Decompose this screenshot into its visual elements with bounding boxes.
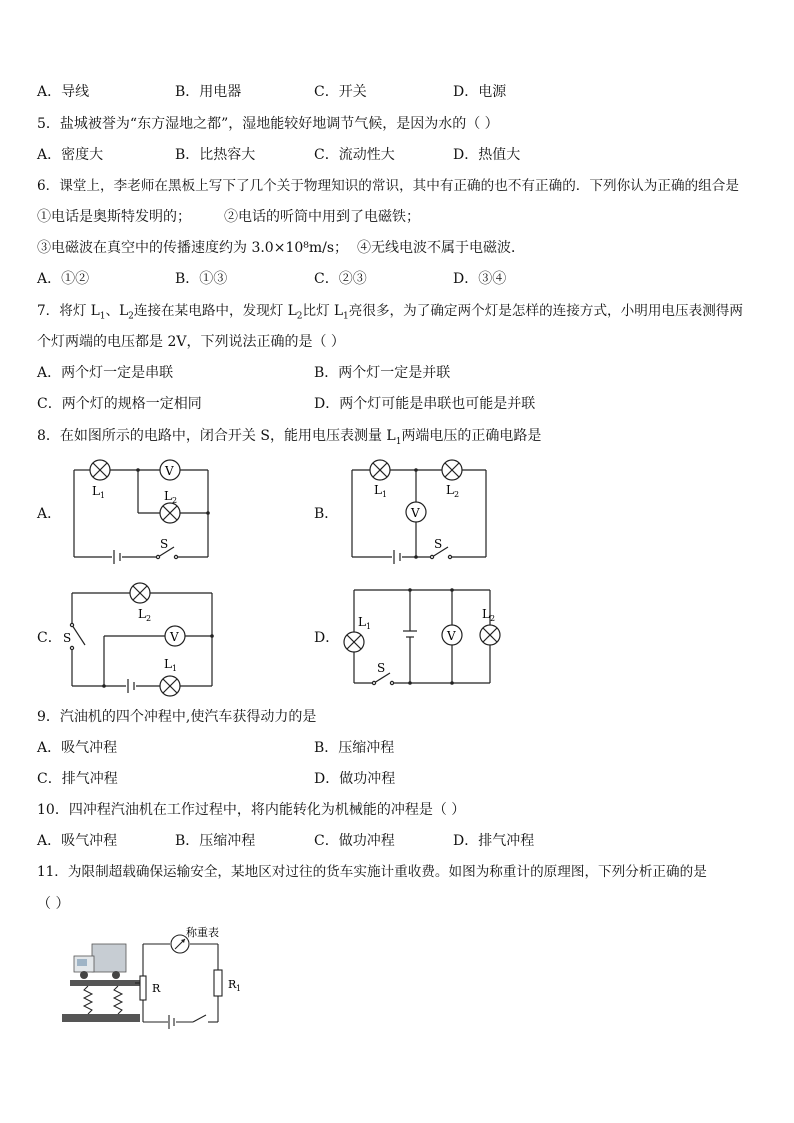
q4-option-b: B．用电器	[175, 84, 242, 100]
q4-option-a: A．导线	[37, 84, 90, 100]
svg-text:2: 2	[146, 614, 152, 623]
svg-text:L: L	[482, 607, 490, 621]
q5-stem: 5．盐城被誉为“东方湿地之都”，湿地能较好地调节气候，是因为水的（ ）	[37, 116, 499, 132]
q10-option-d: D．排气冲程	[453, 833, 535, 849]
svg-text:L: L	[446, 483, 454, 497]
svg-text:1: 1	[236, 984, 242, 993]
svg-text:L: L	[92, 484, 100, 498]
q7-stem: 7．将灯 $L_1$、$L_2$连接在某电路中，发现灯 $L_2$比灯 $L_1$亮很多，为了确定两个灯是怎样的连接方式，小明用电压表测得两	[37, 303, 743, 322]
q4-option-d: D．电源	[453, 84, 507, 100]
q8-letter-d: D．	[314, 630, 340, 646]
q6-item-1: ①电话是奥斯特发明的；	[37, 209, 191, 225]
q5-option-b: B．比热容大	[175, 147, 256, 163]
q9-option-a: A．吸气冲程	[37, 740, 118, 756]
svg-text:1: 1	[366, 622, 372, 631]
q6-option-c: C．②③	[314, 271, 367, 287]
svg-text:2: 2	[454, 490, 460, 499]
q4-option-c: C．开关	[314, 84, 367, 100]
svg-text:R: R	[152, 982, 161, 995]
svg-text:L: L	[374, 483, 382, 497]
q10-stem: 10．四冲程汽油机在工作过程中，将内能转化为机械能的冲程是（ ）	[37, 802, 466, 818]
svg-text:R: R	[228, 978, 237, 991]
svg-text:V: V	[447, 629, 456, 643]
q6-item-4: ④无线电波不属于电磁波．	[357, 240, 525, 256]
svg-text:S: S	[160, 537, 169, 551]
svg-text:1: 1	[172, 664, 178, 673]
q7-option-b: B．两个灯一定是并联	[314, 365, 451, 381]
q8-letter-b: B．	[314, 506, 339, 522]
q11-stem-line2: （ ）	[37, 896, 70, 912]
q7-stem-line2: 个灯两端的电压都是 2V，下列说法正确的是（ ）	[37, 334, 345, 350]
q7-option-c: C．两个灯的规格一定相同	[37, 396, 202, 412]
svg-text:1: 1	[382, 490, 388, 499]
q5-option-a: A．密度大	[37, 147, 104, 163]
q10-option-b: B．压缩冲程	[175, 833, 256, 849]
q5-option-d: D．热值大	[453, 147, 521, 163]
q8-stem: 8．在如图所示的电路中，闭合开关 S，能用电压表测量 $L_1$两端电压的正确电路是	[37, 428, 542, 447]
q6-option-b: B．①③	[175, 271, 228, 287]
q6-option-a: A．①②	[37, 271, 90, 287]
q10-option-a: A．吸气冲程	[37, 833, 118, 849]
svg-text:1: 1	[100, 491, 106, 500]
svg-text:L: L	[138, 607, 146, 621]
svg-text:S: S	[434, 537, 443, 551]
q6-item-3: ③电磁波在真空中的传播速度约为 3.0×10⁸m/s；	[37, 240, 349, 256]
svg-text:L: L	[164, 657, 172, 671]
q8-letter-a: A．	[37, 506, 62, 522]
svg-text:S: S	[377, 661, 386, 675]
svg-text:2: 2	[490, 614, 496, 623]
q6-option-d: D．③④	[453, 271, 507, 287]
q9-option-c: C．排气冲程	[37, 771, 118, 787]
svg-text:L: L	[164, 489, 172, 503]
q5-option-c: C．流动性大	[314, 147, 395, 163]
q8-letter-c: C．	[37, 630, 62, 646]
voltmeter-label: V	[165, 464, 174, 478]
q6-item-2: ②电话的听筒中用到了电磁铁；	[224, 209, 420, 225]
q11-stem: 11．为限制超载确保运输安全，某地区对过往的货车实施计重收费。如图为称重计的原理图，下列分析正确的是	[37, 864, 707, 880]
q7-option-a: A．两个灯一定是串联	[37, 365, 174, 381]
q7-option-d: D．两个灯可能是串联也可能是并联	[314, 396, 536, 412]
meter-label: 称重表	[186, 926, 219, 939]
q9-option-d: D．做功冲程	[314, 771, 396, 787]
truck-icon	[74, 944, 126, 979]
q9-stem: 9．汽油机的四个冲程中,使汽车获得动力的是	[37, 709, 317, 725]
q10-option-c: C．做功冲程	[314, 833, 395, 849]
svg-text:V: V	[170, 630, 179, 644]
svg-text:2: 2	[172, 496, 178, 505]
svg-text:V: V	[411, 506, 420, 520]
q9-option-b: B．压缩冲程	[314, 740, 395, 756]
svg-text:S: S	[63, 631, 72, 645]
svg-text:L: L	[358, 615, 366, 629]
q6-stem: 6．课堂上，李老师在黑板上写下了几个关于物理知识的常识，其中有正确的也不有正确的．下列你认为正确的组合是	[37, 178, 739, 194]
